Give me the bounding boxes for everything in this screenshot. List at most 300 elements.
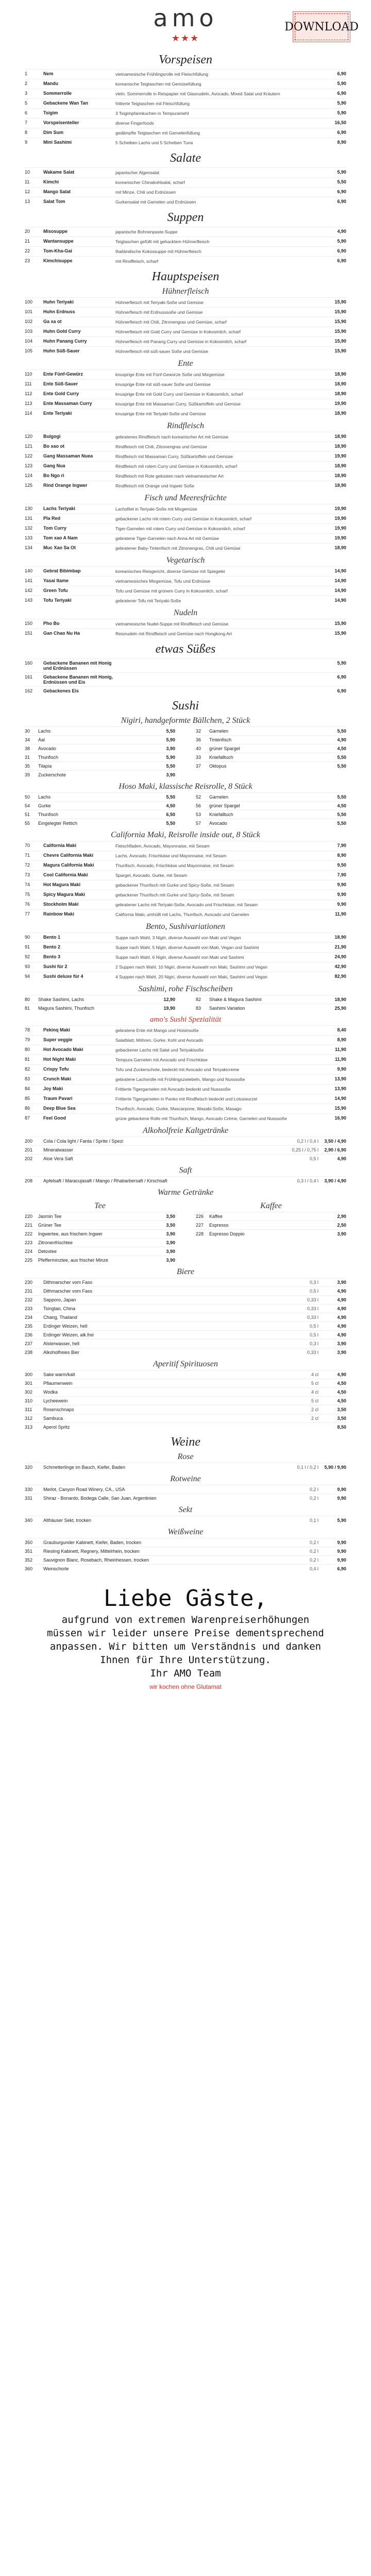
grid-item <box>25 819 175 827</box>
grid-item <box>196 995 346 1004</box>
drink-item <box>25 1339 346 1348</box>
item-description: gebratener Tofu mit Teriyaki-Soße <box>115 598 181 603</box>
drink-item <box>25 1330 346 1339</box>
menu-item <box>25 246 346 256</box>
menu-item <box>25 841 346 851</box>
item-volume: 0,33 l <box>307 1350 318 1355</box>
item-volume: 0,3 l / 0,4 l <box>297 1178 318 1183</box>
item-description: Tempura Garnelen mit Avocado und Frischkäse <box>115 1057 208 1062</box>
grid-item <box>196 810 346 819</box>
item-price: 6,90 <box>337 130 346 135</box>
menu-item <box>25 962 346 972</box>
item-name: Thunfisch <box>38 755 59 760</box>
menu-item <box>25 336 346 346</box>
item-name: Hot Magura Maki <box>43 882 81 887</box>
item-description: Hühnerfleisch mit Chili, Zitronengras und Gemüse, scharf <box>115 319 227 325</box>
grid-item <box>25 744 175 753</box>
item-description: vietnamesische Nudel-Suppe mit Rindfleisch und Gemüse <box>115 621 229 626</box>
section-title: Suppen <box>167 211 204 224</box>
item-number: 71 <box>25 853 30 858</box>
item-price: 18,90 <box>334 545 346 550</box>
item-price: 7,90 <box>337 872 346 877</box>
item-price: 6,90 <box>337 674 346 680</box>
menu-item <box>25 481 346 490</box>
item-description: Rindfleisch mit Massaman Curry, Süßkartoffeln und Gemüse <box>115 454 233 459</box>
item-name: Huhn Süß-Sauer <box>43 348 80 353</box>
item-number: 56 <box>196 803 201 808</box>
item-description: gebratene Lachsrolle mit Frühlingszwiebeln, Mango und Nusssoße <box>115 1077 245 1082</box>
item-price: 5,50 <box>166 728 175 734</box>
item-number: 51 <box>25 812 30 817</box>
item-price: 5,90 <box>337 660 346 666</box>
item-number: 39 <box>25 772 30 777</box>
item-number: 132 <box>25 526 33 531</box>
item-description: 5 Scheiben Lachs und 5 Scheiben Tuna <box>115 140 193 145</box>
item-price: 13,90 <box>334 1076 346 1081</box>
footer-line-1: aufgrund von extremen Warenpreiserhöhungen <box>61 1614 310 1625</box>
item-number: 22 <box>25 248 30 253</box>
item-volume <box>277 1425 318 1430</box>
item-price: 11,90 <box>334 1057 346 1062</box>
section-title: Aperitif Spirituosen <box>153 1360 218 1368</box>
item-price: 15,90 <box>334 299 346 304</box>
item-name: Bento 3 <box>43 954 61 959</box>
item-name: Magura California Maki <box>43 862 94 868</box>
tee-item <box>25 1221 175 1229</box>
item-price: 3,50 <box>337 1416 346 1421</box>
grid-item <box>196 819 346 827</box>
item-description: 2 Suppen nach Wahl, 10 Nigiri, diverse Auswahl von Maki, Sashimi und Vegan <box>115 964 267 970</box>
item-number: 85 <box>25 1096 30 1101</box>
drink-item <box>25 1547 346 1555</box>
item-description: Thunfisch, Avocado, Frischkäse und Mayonnaise, mit Sesam <box>115 863 234 868</box>
item-name: Yasai Itame <box>43 578 69 583</box>
item-number: 9 <box>25 140 28 145</box>
item-price: 18,90 <box>334 391 346 396</box>
item-price: 6,90 <box>337 258 346 263</box>
menu-content <box>0 53 371 1573</box>
item-number: 83 <box>196 1006 201 1011</box>
item-description: koreanischer Chinakohlsalat, scharf <box>115 180 185 185</box>
menu-item <box>25 1104 346 1113</box>
item-description: Frittierte Tigergarnelen mit Avocado bedeckt und Nusssoße <box>115 1087 231 1092</box>
item-price: 3,90 <box>337 1280 346 1285</box>
item-price: 9,90 <box>337 1557 346 1563</box>
item-name: Tom-Kha-Gai <box>43 248 72 253</box>
item-name: Avocado <box>209 821 227 826</box>
menu-item <box>25 451 346 461</box>
item-name: Crunch Maki <box>43 1076 72 1081</box>
item-number: 161 <box>25 674 33 680</box>
item-name: Ente Süß-Sauer <box>43 381 78 386</box>
item-description: vietn. Sommerrolle in Reispapier mit Glasnudeln, Avocado, Mixed Salat und Kräutern <box>115 91 280 96</box>
item-price: 11,90 <box>334 1047 346 1052</box>
item-name: Tilapia <box>38 764 52 769</box>
item-name: Ga xa ot <box>43 319 62 324</box>
menu-item <box>25 256 346 266</box>
item-price: 14,90 <box>334 578 346 583</box>
item-description: mit Rindfleisch, scharf <box>115 259 159 264</box>
item-price: 5,90 <box>166 737 175 742</box>
item-name: Garnelen <box>209 728 229 734</box>
grid-item <box>25 792 175 801</box>
item-name: Lycheewein <box>43 1398 68 1403</box>
item-number: 33 <box>196 755 201 760</box>
item-price: 19,90 <box>334 526 346 531</box>
item-price: 2,50 <box>337 1223 346 1228</box>
item-price: 3,90 <box>166 772 175 777</box>
section-title: Sashimi, rohe Fischscheiben <box>138 985 233 993</box>
drink-list <box>0 1137 371 1163</box>
item-number: 220 <box>25 1214 33 1219</box>
grid-item <box>25 810 175 819</box>
item-price: 15,90 <box>334 338 346 344</box>
item-volume: 0,2 l <box>309 1496 318 1501</box>
item-name: Tofu Teriyaki <box>43 598 72 603</box>
item-number: 114 <box>25 411 32 416</box>
tee-item <box>25 1247 175 1256</box>
item-number: 150 <box>25 621 33 626</box>
item-price: 2,90 <box>337 1214 346 1219</box>
menu-item <box>25 118 346 128</box>
item-price: 3,90 <box>337 1231 346 1236</box>
item-name: Bo Ngo ri <box>43 473 64 478</box>
item-name: Feel Good <box>43 1115 66 1121</box>
item-number: 3 <box>25 91 28 96</box>
menu-item <box>25 523 346 533</box>
item-name: Garnelen <box>209 794 229 800</box>
item-price: 9,90 <box>337 1487 346 1492</box>
item-description: Tofu und Zuckerschote, bedeckt mit Avocado und Teriyakicreme <box>115 1067 240 1072</box>
item-number: 80 <box>25 997 30 1002</box>
menu-item <box>25 98 346 108</box>
drink-item <box>25 1304 346 1313</box>
item-number: 143 <box>25 598 33 603</box>
menu-item <box>25 187 346 197</box>
item-number: 23 <box>25 258 30 263</box>
section-title: Ente <box>178 359 193 368</box>
item-name: Rind Orange Ingwer <box>43 483 88 488</box>
item-number: 20 <box>25 229 30 234</box>
grid-item <box>25 995 175 1004</box>
item-number: 8 <box>25 130 28 135</box>
item-price: 9,90 <box>337 1066 346 1072</box>
item-name: Kaffee <box>209 1214 223 1219</box>
item-volume: 0,5 l <box>309 1332 318 1337</box>
menu-item <box>25 1113 346 1123</box>
item-number: 91 <box>25 944 30 950</box>
kaffee-item <box>196 1212 346 1221</box>
item-price: 19,90 <box>334 401 346 406</box>
item-name: Rainbow Maki <box>43 911 75 917</box>
item-volume: 4 cl <box>311 1389 318 1395</box>
section-title: Hühnerfleisch <box>162 287 209 296</box>
item-name: Super veggie <box>43 1037 73 1042</box>
item-number: 162 <box>25 688 33 693</box>
footer-greeting: Liebe Gäste, <box>104 1585 267 1612</box>
item-price: 5,50 <box>166 821 175 826</box>
section-title: Sekt <box>178 1505 193 1514</box>
item-number: 87 <box>25 1115 30 1121</box>
item-description: knusprige Ente mit Teriyaki-Soße und Gemüse <box>115 411 206 416</box>
item-number: 94 <box>25 974 30 979</box>
item-name: Sushi deluxe für 4 <box>43 974 83 979</box>
item-price: 5,90 <box>337 81 346 86</box>
menu-item <box>25 860 346 870</box>
item-name: Avocado <box>38 746 56 751</box>
item-price: 5,50 <box>337 812 346 817</box>
item-name: Zuckerschote <box>38 772 66 777</box>
item-number: 151 <box>25 631 33 636</box>
footer-line-4: Ihnen für Ihre Unterstützung. <box>100 1654 271 1666</box>
item-number: 140 <box>25 568 33 573</box>
item-description: Thunfisch, Avocado, Gurke, Mascarpone, Wasabi-Soße, Masago <box>115 1106 242 1111</box>
menu-item <box>25 461 346 471</box>
item-volume: 0,5 l <box>309 1324 318 1329</box>
item-number: 200 <box>25 1139 33 1144</box>
item-description: Fleischfladen, Avocado, Mayonnaise, mit Sesam <box>115 843 210 849</box>
item-number: 73 <box>25 872 30 877</box>
item-volume: 0,33 l <box>307 1315 318 1320</box>
item-volume: 0,33 l <box>307 1306 318 1311</box>
drink-item <box>25 1348 346 1357</box>
grid-item <box>25 753 175 761</box>
item-description: koreanisches Reisgericht, diverse Gemüse mit Spiegelei <box>115 569 225 574</box>
item-description: knusprige Ente mit Massaman Curry, Süßkartoffeln und Gemüse <box>115 401 241 406</box>
item-price: 5,90 <box>337 100 346 106</box>
drink-list <box>0 1538 371 1564</box>
item-price: 9,90 <box>337 1540 346 1545</box>
menu-item <box>25 972 346 981</box>
menu-item <box>25 177 346 187</box>
section-title: Alkoholfreie Kaltgetränke <box>142 1126 229 1135</box>
item-number: 238 <box>25 1350 33 1355</box>
item-grid <box>0 726 371 779</box>
item-volume: 0,2 l <box>309 1557 318 1563</box>
drink-item <box>25 1414 346 1422</box>
item-name: Vorspeisenteller <box>43 120 79 125</box>
section-title: Hauptspeisen <box>151 270 220 283</box>
item-number: 21 <box>25 239 30 244</box>
item-number: 93 <box>25 964 30 969</box>
item-number: 122 <box>25 453 33 459</box>
item-price: 15,90 <box>334 621 346 626</box>
item-name: Zitronenfrischtee <box>38 1240 73 1245</box>
section-title: California Maki, Reisrolle inside out, 8 Stück <box>110 831 261 839</box>
item-price: 21,90 <box>334 944 346 950</box>
section-title: amo's Sushi Spezialität <box>149 1015 222 1024</box>
item-name: Thunfisch <box>38 812 59 817</box>
menu-item <box>25 307 346 317</box>
menu-item <box>25 952 346 962</box>
section-title: Fisch und Meeresfrüchte <box>144 494 227 502</box>
item-name: Misosuppe <box>43 229 68 234</box>
item-number: 123 <box>25 463 33 468</box>
item-description: Tofu und Gemüse mit grünem Curry in Kokosmilch, scharf <box>115 588 228 594</box>
item-volume: 0,1 l / 0,2 l <box>297 1465 318 1470</box>
item-price: 8,90 <box>337 853 346 858</box>
item-number: 112 <box>25 391 32 396</box>
menu-item <box>25 138 346 147</box>
item-price: 14,90 <box>334 1096 346 1101</box>
item-price: 4,90 <box>337 1332 346 1337</box>
download-button[interactable]: DOWNLOAD <box>293 11 350 42</box>
tee-item <box>25 1229 175 1238</box>
menu-item <box>25 586 346 596</box>
menu-item <box>25 227 346 236</box>
item-name: Grauburgunder Kabinett, Kiefer, Baden, trocken <box>43 1540 142 1545</box>
drink-item <box>25 1295 346 1304</box>
item-number: 134 <box>25 545 33 550</box>
item-number: 231 <box>25 1289 33 1294</box>
item-price: 4,90 <box>337 1372 346 1377</box>
item-name: Lachs <box>38 794 51 800</box>
item-price: 9,90 <box>337 1496 346 1501</box>
item-list <box>0 658 371 695</box>
menu-item <box>25 909 346 919</box>
section-title: Sushi <box>172 699 199 713</box>
item-description: gebackener Lachs mit Salat und Teriyakisoße <box>115 1047 204 1053</box>
menu-item <box>25 686 346 695</box>
item-name: Pla Red <box>43 516 61 521</box>
item-number: 141 <box>25 578 33 583</box>
item-name: Stockholm Maki <box>43 902 79 907</box>
drink-item <box>25 1538 346 1547</box>
menu-item <box>25 504 346 514</box>
item-number: 125 <box>25 483 33 488</box>
item-number: 74 <box>25 882 30 887</box>
menu-item <box>25 543 346 553</box>
item-name: Gebackene Bananen mit Honig und Erdnüssen <box>43 660 112 671</box>
section-title: Warme Getränke <box>157 1188 214 1197</box>
item-number: 202 <box>25 1156 33 1161</box>
item-name: Jasmin Tee <box>38 1214 62 1219</box>
item-volume: 0,3 l <box>309 1341 318 1346</box>
item-description: grüne gebackene Rolle mit Thunfisch, Mango, Avocado Crème, Garnelen und Nusssoße <box>115 1116 287 1121</box>
item-price: 5,90 / 9,90 <box>324 1465 346 1470</box>
item-number: 92 <box>25 954 30 959</box>
menu-item <box>25 128 346 138</box>
item-name: Magura Sashimi, Thunfisch <box>38 1006 94 1011</box>
item-description: mit Minze, Chili und Erdnüssen <box>115 190 176 195</box>
item-number: 311 <box>25 1407 32 1412</box>
item-number: 225 <box>25 1258 33 1263</box>
item-name: Rosenschnaps <box>43 1407 74 1412</box>
item-description: gebratener Baby-Tintenfisch mit Zitronengras, Chili und Gemüse <box>115 546 241 551</box>
item-name: Tsigim <box>43 110 58 115</box>
item-price: 4,90 <box>337 737 346 742</box>
drink-item <box>25 1379 346 1387</box>
item-price: 3,90 <box>337 1341 346 1346</box>
item-name: Muc Xao Sa Ot <box>43 545 76 550</box>
item-grid <box>0 792 371 827</box>
item-number: 111 <box>25 381 32 386</box>
item-volume: 0,2 l <box>309 1540 318 1545</box>
item-grid <box>0 995 371 1012</box>
item-description: gebratener Lachs mit Teriyaki-Soße, Avocado und Frischkäse, mit Sesam <box>115 902 258 907</box>
menu-item <box>25 1025 346 1035</box>
item-price: 4,90 <box>337 1289 346 1294</box>
menu-item <box>25 880 346 890</box>
item-price: 18,90 <box>334 411 346 416</box>
item-number: 208 <box>25 1178 33 1183</box>
item-name: Tintenfisch <box>209 737 232 742</box>
item-number: 300 <box>25 1372 33 1377</box>
item-number: 81 <box>25 1057 30 1062</box>
item-number: 31 <box>25 755 30 760</box>
item-price: 16,50 <box>334 120 346 125</box>
item-number: 228 <box>196 1231 204 1236</box>
glutamat-note: wir kochen ohne Glutamat <box>149 1683 222 1690</box>
drink-item <box>25 1405 346 1414</box>
drink-item <box>25 1154 346 1163</box>
item-price: 9,90 <box>337 882 346 887</box>
menu-item <box>25 379 346 389</box>
menu-item <box>25 108 346 118</box>
item-number: 36 <box>196 737 201 742</box>
item-description: frittierte Teigtaschen mit Fleischfüllung <box>115 101 190 106</box>
item-list <box>0 566 371 605</box>
item-name: Kniefalltuch <box>209 755 233 760</box>
item-price: 15,90 <box>334 319 346 324</box>
item-name: Erdinger Weizen, alk.frei <box>43 1332 94 1337</box>
item-price: 6,90 <box>337 248 346 253</box>
item-name: Sauvignon Blanc, Rosebach, Rheinhessen, trocken <box>43 1557 149 1563</box>
item-volume: 0,2 l <box>309 1549 318 1554</box>
menu-item <box>25 566 346 576</box>
item-number: 120 <box>25 434 33 439</box>
item-number: 102 <box>25 319 33 324</box>
menu-item <box>25 1074 346 1084</box>
drink-item <box>25 1485 346 1494</box>
item-number: 1 <box>25 71 28 76</box>
item-name: Nem <box>43 71 54 76</box>
item-price: 15,90 <box>334 631 346 636</box>
item-number: 81 <box>25 1006 30 1011</box>
item-number: 78 <box>25 1027 30 1032</box>
item-price: 15,90 <box>334 348 346 353</box>
item-volume: 0,33 l <box>307 1297 318 1302</box>
item-price: 6,90 <box>337 1566 346 1571</box>
item-number: 226 <box>196 1214 204 1219</box>
item-price: 6,90 <box>337 71 346 76</box>
item-number: 234 <box>25 1315 33 1320</box>
item-price: 5,90 <box>337 239 346 244</box>
item-number: 302 <box>25 1389 33 1395</box>
item-price: 3,90 <box>166 1258 175 1263</box>
item-description: Frittierte Tigergarnelen in Panko mit Rindfleisch bedeckt und Lotuswurzel <box>115 1096 257 1101</box>
grid-item <box>196 1004 346 1012</box>
item-number: 70 <box>25 843 30 848</box>
item-description: 3 Tsigimpfannkuchen in Tempuramehl <box>115 111 189 116</box>
item-number: 2 <box>25 81 28 86</box>
item-number: 55 <box>25 821 30 826</box>
item-price: 14,90 <box>334 568 346 573</box>
item-description: Rindfleisch mit Orange und Ingwer Soße <box>115 483 195 488</box>
warm-drinks-grid <box>0 1198 371 1264</box>
item-description: Gurkensalat mit Garnelen und Erdnüssen <box>115 199 196 205</box>
item-price: 18,90 <box>334 434 346 439</box>
item-number: 121 <box>25 444 33 449</box>
item-number: 6 <box>25 110 28 115</box>
kaffee-item <box>196 1229 346 1238</box>
item-number: 312 <box>25 1416 33 1421</box>
item-number: 84 <box>25 1086 30 1091</box>
item-description: japanische Bohnenpaste-Suppe <box>115 229 178 234</box>
item-price: 3,90 <box>166 1249 175 1254</box>
item-list <box>0 1025 371 1123</box>
item-volume: 5 cl <box>311 1381 318 1386</box>
